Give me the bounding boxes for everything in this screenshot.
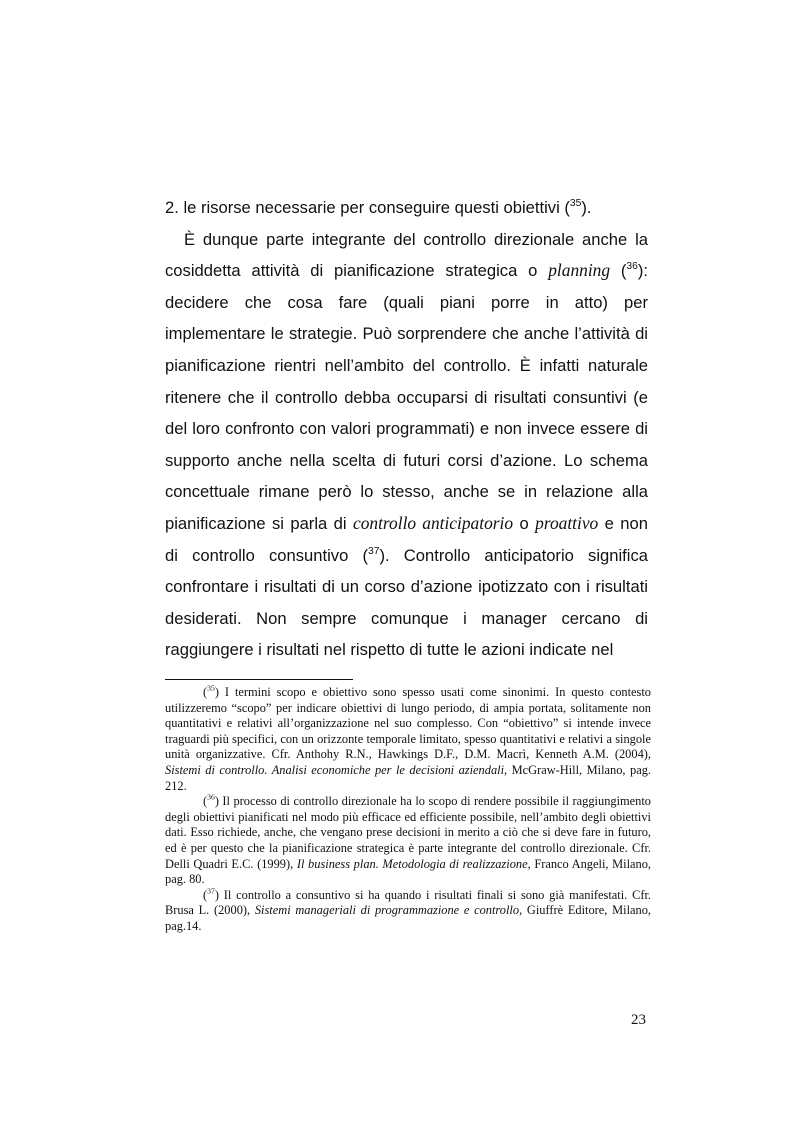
footnote-36: ($^{36}$) Il processo di controllo direzionale ha lo scopo di rendere possibile il raggiungimento degli obiettivi pianificati nel modo più efficace ed efficiente possibile, nell’ambito degli obiettivi dati. Esso richiede, anche, che vengano prese decisioni in merito a ciò che si deve fare in futuro, ed è per questo che la pianificazione strategica è parte integrante del controllo direzionale. Cfr. Delli Quadri E.C. (1999), Il business plan. Metodologia di realizzazione, Franco Angeli, Milano, pag. 80.: [165, 792, 652, 887]
anticipatory-control-term: controllo anticipatorio: [352, 512, 514, 533]
body-paragraph: È dunque parte integrante del controllo direzionale anche la cosiddetta attività di pianificazione strategica o planning ($^{36}$): decidere che cosa fare (quali piani porre in atto) per implementare le strategie. Può sorprendere che anche l’attività di pianificazione rientri nell’ambito del controllo. È infatti naturale ritenere che il controllo debba occuparsi di risultati consuntivi (e del loro confronto con valori programmati) e non invece essere di supporto anche nella scelta di futuri corsi d’azione. Lo schema concettuale rimane però lo stesso, anche se in relazione alla pianificazione si parla di controllo anticipatorio o proattivo e non di controllo consuntivo ($^{37}$). Controllo anticipatorio significa confrontare i risultati di un corso d’azione ipotizzato con i risultati desiderati. Non sempre comunque i manager cercano di raggiungere i risultati nel rispetto di tutte le azioni indicate nel: [165, 229, 648, 660]
footnote-35: ($^{35}$) I termini scopo e obiettivo sono spesso usati come sinonimi. In questo contesto utilizzeremo “scopo” per indicare obiettivi di lungo periodo, di ampia portata, solitamente non quantitativi e relativi all’organizzazione nel suo complesso. Con “obiettivo” si intende invece traguardi più specifici, con un orizzonte temporale limitato, spesso quantitativi e relativi a singole unità organizzative. Cfr. Anthohy R.N., Hawkings D.F., D.M. Macrì, Kenneth A.M. (2004), Sistemi di controllo. Analisi economiche per le decisioni aziendali, McGraw-Hill, Milano, pag. 212.: [165, 683, 651, 793]
footnote-ref-35[interactable]: 35: [569, 197, 582, 209]
planning-term: planning: [548, 260, 611, 281]
page-number: 23: [631, 1012, 646, 1028]
main-text: [165, 192, 648, 666]
footnote-ref-37[interactable]: 37: [368, 545, 380, 557]
proactive-term: proattivo: [535, 512, 599, 533]
footnote-37: ($^{37}$) Il controllo a consuntivo si ha quando i risultati finali si sono già manifestati. Cfr. Brusa L. (2000), Sistemi manageriali di programmazione e controllo, Giuffrè Editore, Milano, pag.14.: [165, 886, 651, 933]
footnotes: [165, 685, 651, 935]
footnote-ref-36[interactable]: 36: [626, 260, 638, 272]
footnote-separator: [165, 679, 353, 680]
list-item-2: 2. le risorse necessarie per conseguire questi obiettivi ($^{35}$).: [165, 197, 592, 217]
